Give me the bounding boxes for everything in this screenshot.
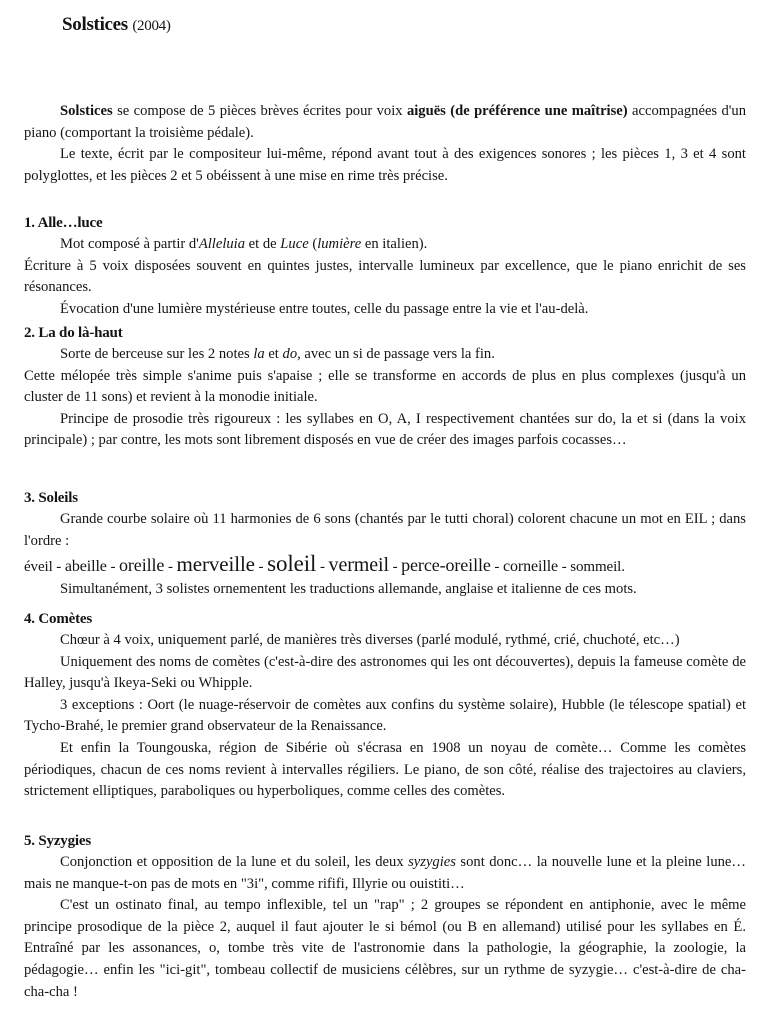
section-paragraph: Uniquement des noms de comètes (c'est-à-dire des astronomes qui les ont découvertes), depuis la fameuse comète de Halley, jusqu'à Ikeya-Seki ou Whipple. [24, 653, 746, 692]
text: et [264, 346, 283, 362]
text: en italien). [361, 236, 428, 252]
italic-term: do [282, 346, 298, 362]
eil-word: perce-oreille [401, 555, 491, 576]
italic-term: Alleluia [198, 236, 246, 252]
word-separator: - [164, 559, 177, 576]
text: sont donc… la nouvelle lune et la pleine lune… mais ne manque-t-on pas de mots en "3i", comme rififi, Illyrie ou ouistiti… [24, 854, 746, 892]
section-paragraph: C'est un ostinato final, au tempo inflexible, tel un "rap" ; 2 groupes se répondent en antiphonie, avec le même principe prosodique de la pièce 2, auquel il faut ajouter le si bémol (ou B en allemand) utilisé pour les syllabes en É. Entraîné par les assonances, o, tombe très vite de l'astronomie dans la pathologie, la géographie, la zoologie, la pédagogie… enfin les "ici-git", tombeau collectif de musiciens célèbres, sur un rythme de syzygie… c'est-à-dire de cha-cha-cha ! [24, 897, 746, 1000]
section-heading: 3. Soleils [24, 490, 78, 506]
section-paragraph: Et enfin la Toungouska, région de Sibérie où s'écrasa en 1908 un noyau de comète… Comme les comètes périodiques, chacun de ces noms revient à intervalles régiliers. Le piano, de son côté, réalise des trajectoires au claviers, strictement elliptiques, paraboliques ou hyperboliques, comme celles des comètes. [24, 739, 746, 800]
eil-word: abeille [64, 558, 107, 576]
title-text: Solstices [62, 14, 128, 35]
word-separator: - [490, 559, 503, 576]
intro [24, 101, 746, 187]
text: Conjonction et opposition de la lune et du soleil, les deux [60, 854, 409, 870]
section-5 [24, 831, 746, 1003]
eil-word: soleil [267, 551, 317, 577]
section-3 [24, 488, 746, 601]
text: ( [308, 236, 318, 252]
section-heading: 1. Alle…luce [24, 215, 103, 231]
word-separator: - [558, 559, 571, 576]
title-year: (2004) [132, 18, 171, 34]
intro-text: se compose de 5 pièces brèves écrites pour voix [112, 103, 407, 119]
text: et de [245, 236, 281, 252]
italic-term: syzygies [408, 854, 456, 870]
intro-bold-title: Solstices [60, 103, 113, 119]
section-2 [24, 323, 746, 452]
section-paragraph: Évocation d'une lumière mystérieuse entre toutes, celle du passage entre la vie et l'au-delà. [60, 300, 589, 317]
section-paragraph [24, 852, 746, 895]
intro-bold-voices: aiguës (de préférence une maîtrise) [406, 103, 628, 119]
text: Sorte de berceuse sur les 2 notes [60, 346, 254, 362]
section-paragraph [24, 234, 746, 256]
intro-paragraph-2: Le texte, écrit par le compositeur lui-même, répond avant tout à des exigences sonores ; les pièces 1, 3 et 4 sont polyglottes, et les pièces 2 et 5 obéissent à une mise en rime très précise. [24, 146, 746, 184]
eil-word: vermeil [328, 554, 389, 577]
section-paragraph: Écriture à 5 voix disposées souvent en quintes justes, intervalle lumineux par excellence, que le piano enrichit de ses résonances. [24, 257, 746, 296]
eil-word: merveille [176, 552, 255, 577]
section-4 [24, 609, 746, 803]
section-paragraph: Cette mélopée très simple s'anime puis s'apaise ; elle se transforme en accords de plus en plus complexes (jusqu'à un cluster de 11 sons) et revient à la monodie initiale. [24, 367, 746, 406]
section-1 [24, 213, 746, 320]
text: Mot composé à partir d' [60, 236, 199, 252]
section-paragraph: Grande courbe solaire où 11 harmonies de 6 sons (chantés par le tutti choral) colorent chacune un mot en EIL ; dans l'ordre : [24, 511, 746, 549]
section-paragraph: Chœur à 4 voix, uniquement parlé, de manières très diverses (parlé modulé, rythmé, crié, chuchoté, etc…) [60, 632, 680, 648]
eil-word: sommeil. [570, 559, 625, 576]
section-heading: 4. Comètes [24, 611, 92, 627]
word-separator: - [52, 559, 65, 576]
eil-word: éveil [24, 559, 53, 576]
section-paragraph: Principe de prosodie très rigoureux : les syllabes en O, A, I respectivement chantées sur do, la et si (dans la voix principale) ; par contre, les mots sont librement disposés en vue de créer des images parfois cocasses… [24, 410, 746, 449]
section-heading: 5. Syzygies [24, 833, 91, 849]
eil-word: oreille [119, 555, 165, 576]
italic-term: Luce [280, 236, 309, 252]
word-separator: - [388, 559, 402, 576]
italic-term: la [253, 346, 265, 362]
eil-word: corneille [502, 558, 559, 576]
eil-word-sequence [24, 552, 746, 579]
section-paragraph: Simultanément, 3 solistes ornementent les traductions allemande, anglaise et italienne de ces mots. [60, 581, 637, 598]
intro-paragraph-1 [24, 101, 746, 144]
intro-text: accompagnées d'un piano (comportant la troisième pédale). [24, 103, 747, 141]
word-separator: - [254, 559, 268, 576]
section-heading: 2. La do là-haut [24, 325, 123, 341]
section-paragraph [24, 344, 746, 366]
word-separator: - [106, 559, 120, 576]
word-separator: - [316, 559, 329, 576]
text: , avec un si de passage vers la fin. [297, 346, 495, 362]
page-title [62, 14, 171, 36]
italic-term: lumière [317, 236, 362, 252]
section-paragraph: 3 exceptions : Oort (le nuage-réservoir de comètes aux confins du système solaire), Hubble (le télescope spatial) et Tycho-Brahé, le premier grand observateur de la Renaissance. [24, 696, 746, 735]
